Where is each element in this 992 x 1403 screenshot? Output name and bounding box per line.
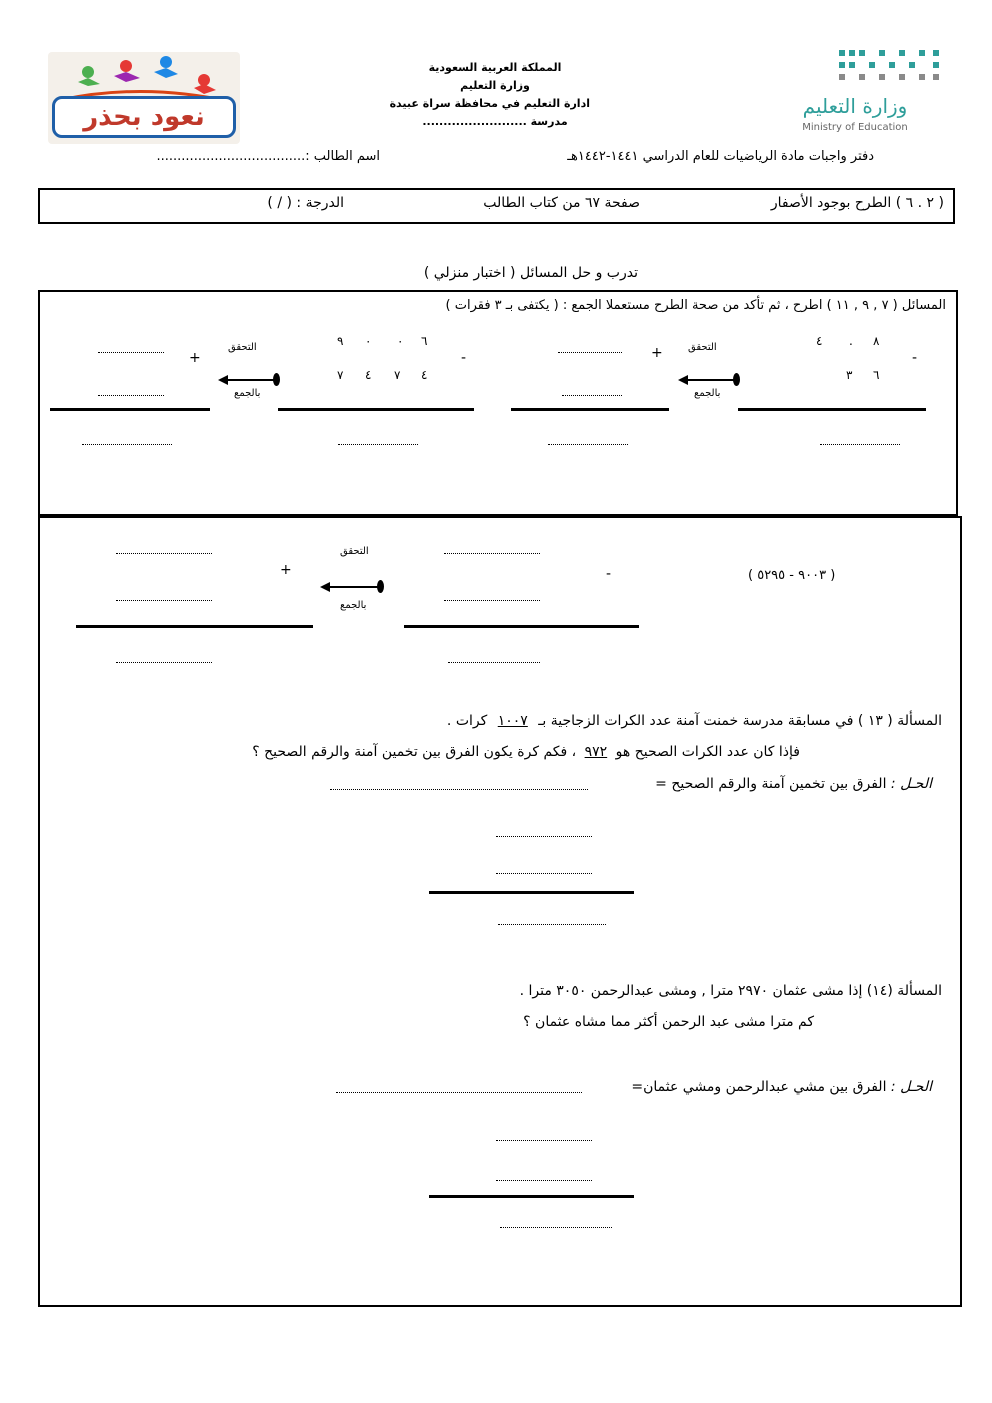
q13-work-line: [429, 891, 634, 894]
arrow-line: [686, 379, 736, 381]
problems-box-2: [38, 516, 962, 1307]
logo-left-text: نعود بحذر: [52, 96, 236, 138]
answer-line: [278, 408, 474, 411]
q14-work-blank-bottom[interactable]: [496, 1180, 592, 1181]
q13-work-blank-result[interactable]: [498, 924, 606, 925]
arrow-tail-icon: [273, 373, 280, 386]
digit: ٨: [873, 334, 880, 348]
plus-sign: +: [189, 350, 201, 366]
problems-box-1: [38, 290, 958, 516]
digit: ٦: [873, 368, 880, 382]
ministry-dots-icon: [835, 46, 945, 90]
logo-right: [770, 46, 950, 136]
q14-work-blank-top[interactable]: [496, 1140, 592, 1141]
check-blank-bottom[interactable]: [98, 395, 164, 396]
header-kingdom: المملكة العربية السعودية: [428, 61, 562, 74]
answer-blank-result[interactable]: [448, 662, 540, 663]
answer-blank-top[interactable]: [444, 553, 540, 554]
q13-solution-label: الحـل :: [890, 776, 932, 792]
grade-field[interactable]: الدرجة : ( / ): [267, 195, 344, 211]
check-blank-result[interactable]: [116, 662, 212, 663]
check-line: [511, 408, 669, 411]
q13-work-blank-top[interactable]: [496, 836, 592, 837]
check-blank-bottom[interactable]: [562, 395, 622, 396]
arrow-line: [226, 379, 276, 381]
by-addition-label: بالجمع: [234, 388, 261, 399]
q13-line1: [447, 713, 942, 729]
by-addition-label: بالجمع: [340, 600, 367, 611]
arrow-tail-icon: [733, 373, 740, 386]
lesson-title: ( ٢ . ٦ ) الطرح بوجود الأصفار: [770, 195, 944, 211]
check-blank-top[interactable]: [98, 352, 164, 353]
problem-c-expression: ( ٩٠٠٣ - ٥٢٩٥ ): [748, 568, 836, 583]
q13-work-blank-bottom[interactable]: [496, 873, 592, 874]
notebook-title: دفتر واجبات مادة الرياضيات للعام الدراسي ١٤٤١-١٤٤٢هـ: [567, 149, 874, 164]
check-blank-top[interactable]: [558, 352, 622, 353]
q13-line1-end: كرات .: [446, 713, 488, 729]
lesson-page: صفحة ٦٧ من كتاب الطالب: [483, 195, 640, 211]
minus-sign: -: [912, 350, 918, 366]
digit: ٤: [365, 368, 372, 382]
digit: ٤: [421, 368, 428, 382]
by-addition-label: بالجمع: [694, 388, 721, 399]
check-blank-bottom[interactable]: [116, 600, 212, 601]
check-line: [50, 408, 210, 411]
check-blank-top[interactable]: [116, 553, 212, 554]
answer-blank-bottom[interactable]: [444, 600, 540, 601]
digit: ٩: [337, 334, 344, 348]
check-blank-result[interactable]: [82, 444, 172, 445]
q13-line1-text: المسألة ( ١٣ ) في مسابقة مدرسة خمنت آمنة عدد الكرات الزجاجية بـ: [538, 713, 942, 729]
logo-left: [48, 52, 240, 144]
digit: ٠: [365, 334, 372, 348]
answer-line: [738, 408, 926, 411]
q13-correct-number: ٩٧٢: [584, 744, 608, 760]
q14-line1: المسألة (١٤) إذا مشى عثمان ٢٩٧٠ مترا , ومشى عبدالرحمن ٣٠٥٠ مترا .: [519, 983, 942, 999]
q13-line2-text: فإذا كان عدد الكرات الصحيح هو: [615, 744, 800, 760]
answer-blank[interactable]: [338, 444, 418, 445]
q14-solution: [631, 1079, 932, 1095]
arrow-tail-icon: [377, 580, 384, 593]
q14-solution-text: الفرق بين مشي عبدالرحمن ومشي عثمان=: [631, 1079, 887, 1095]
q13-guess-number: ١٠٠٧: [497, 713, 528, 729]
plus-sign: +: [280, 562, 292, 578]
header-ministry: وزارة التعليم: [460, 79, 530, 92]
check-line: [76, 625, 313, 628]
check-blank-result[interactable]: [548, 444, 628, 445]
q14-answer-blank[interactable]: [336, 1092, 582, 1093]
header-school: مدرسة .........................: [422, 115, 568, 128]
q13-answer-blank[interactable]: [330, 789, 588, 790]
digit: .: [849, 334, 853, 348]
digit: ٧: [394, 368, 401, 382]
q13-solution-text: الفرق بين تخمين آمنة والرقم الصحيح =: [655, 776, 887, 792]
answer-line: [404, 625, 639, 628]
check-label: التحقق: [688, 342, 717, 353]
logo-right-english: Ministry of Education: [802, 122, 908, 133]
q13-line2-end: ، فكم كرة يكون الفرق بين تخمين آمنة والرقم الصحيح ؟: [252, 744, 577, 760]
minus-sign: -: [461, 350, 467, 366]
q14-work-blank-result[interactable]: [500, 1227, 612, 1228]
check-label: التحقق: [228, 342, 257, 353]
student-name-field[interactable]: اسم الطالب :....................................: [156, 149, 380, 164]
digit: ٧: [337, 368, 344, 382]
problems-intro: المسائل ( ٧ , ٩ , ١١ ) اطرح ، ثم تأكد من صحة الطرح مستعملا الجمع : ( يكتفى بـ ٣ فقرات ): [445, 298, 946, 313]
digit: ٤: [816, 334, 823, 348]
q13-line2: [252, 744, 800, 760]
q14-line2: كم مترا مشى عبد الرحمن أكثر مما مشاه عثمان ؟: [523, 1014, 814, 1030]
digit: ٣: [846, 368, 853, 382]
digit: ٠: [397, 334, 404, 348]
logo-right-arabic: وزارة التعليم: [802, 94, 908, 118]
q13-solution: [655, 776, 932, 792]
check-label: التحقق: [340, 546, 369, 557]
q14-solution-label: الحـل :: [890, 1079, 932, 1095]
q14-work-line: [429, 1195, 634, 1198]
minus-sign: -: [606, 566, 612, 582]
answer-blank[interactable]: [820, 444, 900, 445]
section-title: تدرب و حل المسائل ( اختبار منزلي ): [423, 265, 638, 281]
plus-sign: +: [651, 345, 663, 361]
digit: ٦: [421, 334, 428, 348]
arrow-line: [328, 586, 380, 588]
header-admin: ادارة التعليم في محافظة سراة عبيدة: [389, 97, 590, 110]
